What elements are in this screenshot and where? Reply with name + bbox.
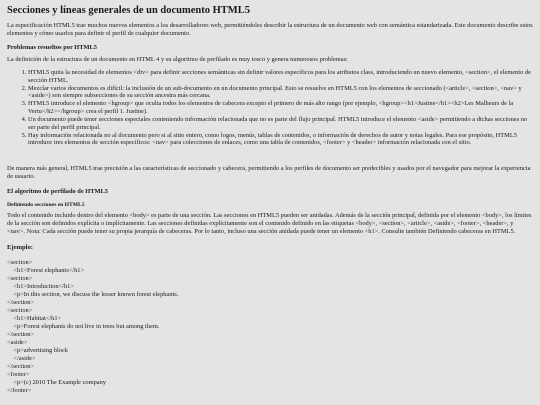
code-line: </aside> [7,354,36,362]
code-line: <section> [7,274,33,282]
code-line: </section> [7,362,35,370]
code-line: <p>Forest elephants do not live in trees but among them. [7,322,160,330]
code-line: <section> [7,306,33,314]
list-item: 4. Un documento puede tener secciones especiales conteniendo información relacionada que no es parte del flujo principal. HTML5 introduce el elemento <aside> permitiendo a dichas secciones no ser parte del perfil principal. [28,116,533,132]
code-line: </section> [7,298,35,306]
page-title: Secciones y líneas generales de un documento HTML5 [7,5,250,16]
sections-heading: Definiendo secciones en HTML5 [7,201,85,208]
spacer [7,153,533,165]
code-line: <h1>Introduction</h1> [7,282,74,290]
list-item: 3. HTML5 introduce el elemento <hgroup> que oculta todos los elementos de cabecera excepto el primero de más alto rango (por ejemplo, <hgroup><h1>Justine</h1><h2>Les Malheurs de la Vertu</h2></hgroup> crea el perfil 1. Justine). [28,100,533,116]
code-line: <h1>Habitat</h1> [7,314,62,322]
problems-heading: Problemas resueltos por HTML5 [7,44,97,52]
code-line: </section> [7,330,35,338]
code-line: <section> [7,258,33,266]
code-line: <p>(c) 2010 The Example company [7,378,107,386]
code-line: <footer> [7,370,30,378]
list-item: 2. Mezclar varios documentos es difícil: la inclusión de un sub-documento en un documento principal. Esto se resuelve en HTML5 con los elementos de seccionado (<article>, <section>, <nav> y <aside>) son siempre subsecciones de su sección ancestra más cercana. [28,85,533,101]
list-item: 5. Hay información relacionada no al documento pero si al sitio entero, como logos, menús, tablas de contenidos, o información de derechos de autor y notas legales. Para ese propósito, HTML5 introduce tres elementos de sección específicos: <nav> para colecciones de enlaces, como una tabla de contenidos, <footer> y <header> información relacionada con el sitio. [28,132,533,148]
code-line: </footer> [7,386,32,394]
problems-intro-paragraph: La definición de la estructura de un documento en HTML 4 y su algoritmo de perfilado es muy tosco y genera numerosos problemas: [7,56,348,64]
list-item: 1. HTML5 quita la necesidad de elementos <div> para definir secciones semánticas sin definir valores específicos para los atributos class, introduciendo un nuevo elemento, <section>, el elemento de sección HTML. [28,69,533,85]
code-example [7,259,533,395]
code-line: <aside> [7,338,28,346]
example-heading: Ejemplo: [7,243,34,251]
code-line: <p>advertising block [7,346,68,354]
summary-paragraph: De manera más general, HTML5 trae precisión a las características de seccionado y cabecera, permitiendo a los perfiles de documento ser predecibles y usados por el navegador para mejorar la experiencia de usuario. [7,165,531,180]
problems-list [7,69,533,147]
sections-paragraph: Todo el contenido incluido dentro del elemento <body> es parte de una sección. Las secciones en HTML5 pueden ser anidadas. Además de la sección principal, definida por el elemento <body>, los límites de la sección son definidos explícita o implícitamente. Las secciones definidas explícitamente son el contenido definido en las etiquetas <body>, <section>, <article>, <aside>, <footer>, <header>, y <nav>. Nota: Cada sección puede tener su propia jerarquía de cabeceras. Por lo tanto, incluso una sección anidada puede tener un elemento <h1>. Consulte también Definiendo cabeceras en HTML5. [7,212,532,236]
code-line: <p>In this section, we discuss the lesser known forest elephants. [7,290,179,298]
code-line: <h1>Forest elephants</h1> [7,266,85,274]
algorithm-heading: El algoritmo de perfilado de HTML5 [7,187,109,195]
intro-paragraph: La especificación HTML5 trae muchos nuevos elementos a los desarrolladores web, permitiéndoles describir la estructura de un documento web con semántica estandarizada. Este documento describe estos elementos y cómo usarlos para definir el perfil de cualquier documento. [7,21,533,37]
